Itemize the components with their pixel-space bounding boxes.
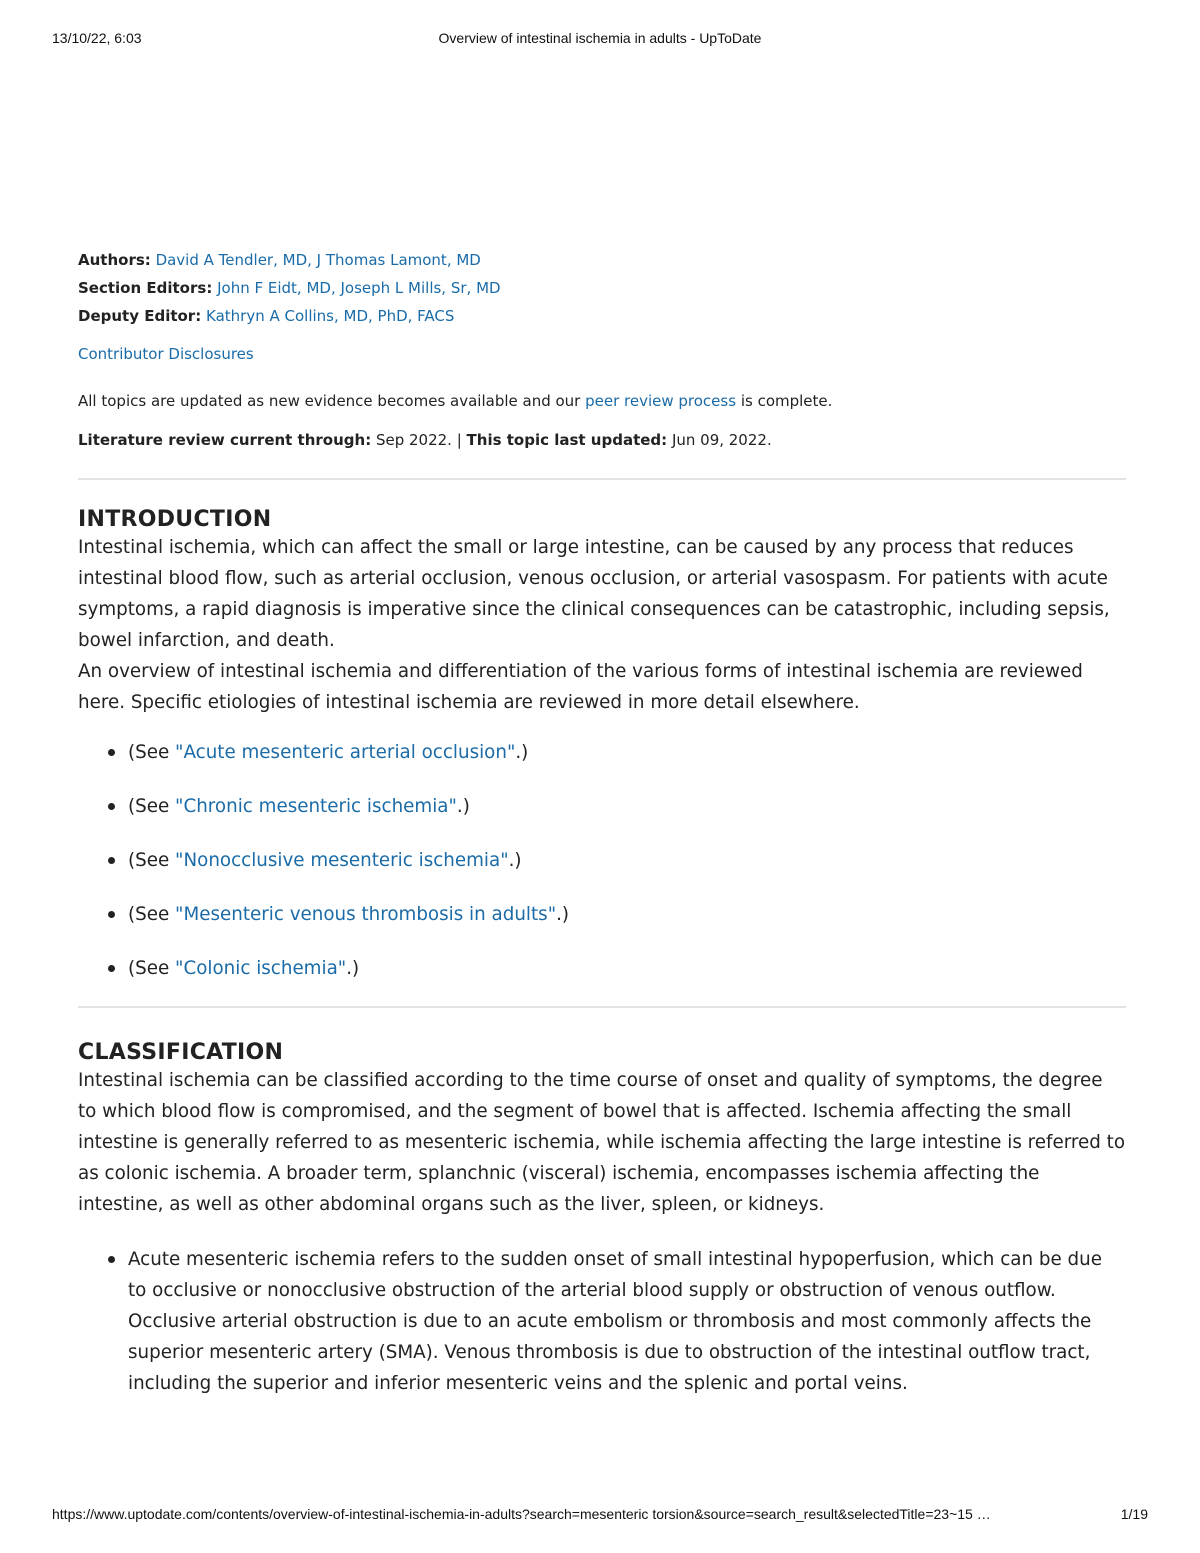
print-header (52, 30, 1148, 50)
list-item (78, 845, 1126, 876)
see-suffix: .) (346, 958, 360, 979)
authors-link[interactable]: David A Tendler, MD, J Thomas Lamont, MD (155, 251, 481, 269)
topic-link-mesenteric-venous-thrombosis[interactable]: "Mesenteric venous thrombosis in adults" (175, 904, 557, 925)
updated-value: Jun 09, 2022. (667, 431, 772, 449)
print-page-title: Overview of intestinal ischemia in adults - UpToDate (438, 30, 762, 46)
see-prefix: (See (128, 742, 176, 763)
bullet-icon (108, 803, 115, 810)
updated-label: This topic last updated: (466, 431, 668, 449)
bullet-icon (108, 911, 115, 918)
meta-separator: | (451, 431, 467, 449)
classification-list (78, 1244, 1126, 1399)
section-editors-label: Section Editors: (78, 279, 213, 297)
classification-heading: CLASSIFICATION (78, 1040, 284, 1065)
see-suffix: .) (456, 796, 470, 817)
literature-review-line (78, 426, 1126, 454)
section-editors-line (78, 274, 1126, 302)
literature-value: Sep 2022. (371, 431, 452, 449)
topic-link-chronic-mesenteric-ischemia[interactable]: "Chronic mesenteric ischemia" (175, 796, 457, 817)
list-item (78, 899, 1126, 930)
section-divider (78, 1006, 1126, 1008)
deputy-editor-link[interactable]: Kathryn A Collins, MD, PhD, FACS (206, 307, 455, 325)
see-prefix: (See (128, 958, 176, 979)
bullet-icon (108, 965, 115, 972)
topic-link-colonic-ischemia[interactable]: "Colonic ischemia" (175, 958, 347, 979)
list-item (78, 737, 1126, 768)
see-suffix: .) (515, 742, 529, 763)
deputy-editor-label: Deputy Editor: (78, 307, 202, 325)
classification-paragraph-1: Intestinal ischemia can be classified according to the time course of onset and quality of symptoms, the degree to which blood flow is compromised, and the segment of bowel that is affected. Ischemia affecting the small intestine is generally referred to as mesenteric ischemia, while ischemia affecting the large intestine is referred to as colonic ischemia. A broader term, splanchnic (visceral) ischemia, encompasses ischemia affecting the intestine, as well as other abdominal organs such as the liver, spleen, or kidneys. (78, 1070, 1126, 1215)
print-date: 13/10/22, 6:03 (52, 30, 142, 46)
topic-link-acute-mesenteric-arterial-occlusion[interactable]: "Acute mesenteric arterial occlusion" (175, 742, 516, 763)
authors-line (78, 246, 1126, 274)
see-also-list (78, 737, 1126, 984)
article-content (78, 246, 1126, 1399)
introduction-heading: INTRODUCTION (78, 507, 272, 532)
bullet-icon (108, 1256, 115, 1263)
authors-label: Authors: (78, 251, 151, 269)
section-divider (78, 478, 1126, 480)
bullet-icon (108, 857, 115, 864)
contributor-disclosures-link[interactable]: Contributor Disclosures (78, 345, 254, 363)
introduction-paragraph-1: Intestinal ischemia, which can affect the small or large intestine, can be caused by any process that reduces intestinal blood flow, such as arterial occlusion, venous occlusion, or arterial vasospasm. For patients with acute symptoms, a rapid diagnosis is imperative since the clinical consequences can be catastrophic, including sepsis, bowel infarction, and death. (78, 537, 1110, 651)
print-url: https://www.uptodate.com/contents/overview-of-intestinal-ischemia-in-adults?search=mesenteric torsion&source=search_result&selectedTitle=23~15 … (52, 1506, 991, 1522)
list-item (78, 953, 1126, 984)
acute-mesenteric-ischemia-text: Acute mesenteric ischemia refers to the sudden onset of small intestinal hypoperfusion, which can be due to occlusive or nonocclusive obstruction of the arterial blood supply or obstruction of venous outflow. Occlusive arterial obstruction is due to an acute embolism or thrombosis and most commonly affects the superior mesenteric artery (SMA). Venous thrombosis is due to obstruction of the intestinal outflow tract, including the superior and inferior mesenteric veins and the splenic and portal veins. (128, 1249, 1102, 1394)
see-prefix: (See (128, 796, 176, 817)
deputy-editor-line (78, 302, 1126, 330)
peer-review-link[interactable]: peer review process (585, 392, 737, 410)
literature-label: Literature review current through: (78, 431, 372, 449)
see-suffix: .) (508, 850, 522, 871)
review-text-after: is complete. (736, 392, 833, 410)
review-notice (78, 387, 1126, 415)
section-editors-link[interactable]: John F Eidt, MD, Joseph L Mills, Sr, MD (217, 279, 501, 297)
see-suffix: .) (556, 904, 570, 925)
see-prefix: (See (128, 850, 176, 871)
review-text-before: All topics are updated as new evidence becomes available and our (78, 392, 586, 410)
bullet-icon (108, 749, 115, 756)
print-footer (52, 1506, 1148, 1526)
disclosures-row (78, 340, 1126, 368)
list-item (78, 1244, 1126, 1399)
list-item (78, 791, 1126, 822)
see-prefix: (See (128, 904, 176, 925)
topic-link-nonocclusive-mesenteric-ischemia[interactable]: "Nonocclusive mesenteric ischemia" (175, 850, 509, 871)
introduction-paragraph-2: An overview of intestinal ischemia and differentiation of the various forms of intestinal ischemia are reviewed here. Specific etiologies of intestinal ischemia are reviewed in more detail elsewhere. (78, 661, 1083, 713)
page-number: 1/19 (1120, 1506, 1148, 1522)
